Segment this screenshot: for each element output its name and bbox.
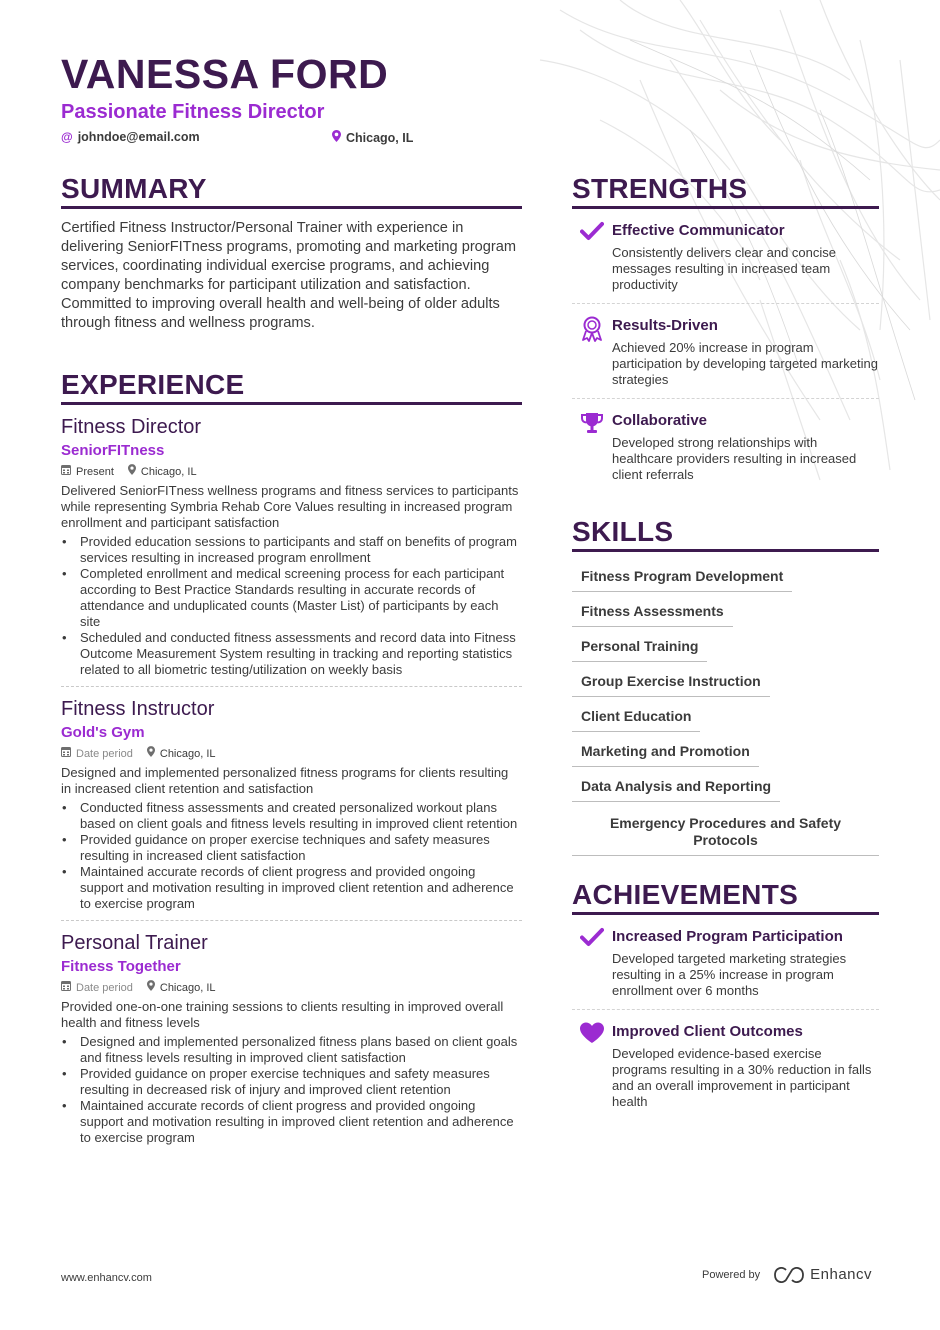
experience-section: [61, 368, 522, 1154]
footer-branding: [702, 1266, 872, 1283]
job-meta: [61, 980, 522, 996]
achievements-heading: ACHIEVEMENTS: [572, 878, 879, 915]
location-pin-icon: [128, 464, 136, 480]
job-bullet: • Designed and implemented personalized fitness plans based on client goals and fitness levels resulting in improved client satisfaction: [61, 1034, 522, 1066]
brand-name: Enhancv: [810, 1266, 872, 1283]
job-bullet: • Conducted fitness assessments and created personalized workout plans based on client goals and fitness levels resulting in improved client retention: [61, 800, 522, 832]
experience-heading: EXPERIENCE: [61, 368, 522, 405]
contact-location: [332, 130, 413, 145]
achievements-section: [572, 878, 879, 1120]
checkmark-icon: [572, 221, 612, 293]
job-location-text: Chicago, IL: [159, 982, 216, 994]
resume-header: [61, 50, 881, 148]
strength-item: [572, 411, 879, 493]
email-text: johndoe@email.com: [77, 130, 200, 144]
strength-title: Results-Driven: [612, 317, 718, 334]
strengths-heading: STRENGTHS: [572, 172, 879, 209]
strengths-list: [572, 221, 879, 493]
achievement-title: Increased Program Participation: [612, 928, 843, 945]
summary-heading: SUMMARY: [61, 172, 522, 209]
skill-tag: Personal Training: [572, 632, 707, 662]
strength-title: Collaborative: [612, 412, 708, 429]
job-description: Designed and implemented personalized fitness programs for clients resulting in increased client retention and satisfaction: [61, 765, 509, 796]
heart-icon: [572, 1022, 612, 1110]
job-company: SeniorFITness: [61, 442, 165, 459]
job-bullet: • Completed enrollment and medical screening process for each participant according to Best Practice Standards resulting in accurate records of attendance and unduplicated counts (Master List) of participants by each site: [61, 566, 522, 630]
job-entry: [61, 405, 522, 686]
calendar-icon: [61, 464, 71, 480]
achievement-description: Developed targeted marketing strategies resulting in a 25% increase in program enrollment over 6 months: [612, 951, 847, 998]
strength-item: [572, 221, 879, 304]
job-period: [61, 464, 114, 480]
skill-tag: Client Education: [572, 702, 700, 732]
job-entry: [61, 686, 522, 920]
job-location-text: Chicago, IL: [140, 466, 197, 478]
enhancv-logo[interactable]: [774, 1266, 872, 1283]
job-bullet: • Provided education sessions to participants and staff on benefits of program services resulting in increased program enrollment: [61, 534, 522, 566]
job-bullets: [61, 534, 522, 678]
strength-item: [572, 316, 879, 399]
job-meta: [61, 464, 522, 480]
job-title: Personal Trainer: [61, 932, 208, 954]
location-pin-icon: [147, 980, 155, 996]
at-sign-icon: @: [61, 130, 73, 144]
job-description: Provided one-on-one training sessions to clients resulting in improved overall health and fitness levels: [61, 999, 504, 1030]
job-bullet: • Provided guidance on proper exercise techniques and safety measures resulting in increased client satisfaction: [61, 832, 522, 864]
achievement-item: [572, 927, 879, 1010]
job-period: [61, 980, 133, 996]
strength-description: Developed strong relationships with healthcare providers resulting in increased client referrals: [612, 435, 857, 482]
job-location: [128, 464, 197, 480]
job-title: Fitness Director: [61, 416, 202, 438]
job-meta: [61, 746, 522, 762]
achievement-description: Developed evidence-based exercise programs resulting in a 30% reduction in falls and an overall improvement in participant health: [612, 1046, 872, 1109]
calendar-icon: [61, 746, 71, 762]
job-location-text: Chicago, IL: [159, 748, 216, 760]
candidate-name: VANESSA FORD: [61, 51, 389, 97]
job-bullet: • Provided guidance on proper exercise techniques and safety measures resulting in decreased risk of injury and improved client retention: [61, 1066, 522, 1098]
contact-info: [61, 130, 881, 148]
strength-description: Achieved 20% increase in program participation by developing targeted marketing strategies: [612, 340, 878, 387]
job-bullets: [61, 800, 522, 912]
candidate-title: Passionate Fitness Director: [61, 101, 325, 123]
job-bullet: • Scheduled and conducted fitness assessments and record data into Fitness Outcome Measurement System resulting in tracking and reporting statistics related to all biometric testing/utilization on weekly basis: [61, 630, 522, 678]
checkmark-icon: [572, 927, 612, 999]
job-title: Fitness Instructor: [61, 698, 215, 720]
skills-section: [572, 515, 879, 856]
skill-tag: Fitness Program Development: [572, 562, 792, 592]
job-entry: [61, 920, 522, 1154]
skill-tag: Marketing and Promotion: [572, 737, 759, 767]
skill-tag: Data Analysis and Reporting: [572, 772, 780, 802]
skill-tag: Emergency Procedures and Safety Protocols: [572, 807, 879, 856]
skill-tag: Group Exercise Instruction: [572, 667, 770, 697]
job-company: Gold's Gym: [61, 724, 145, 741]
job-location: [147, 746, 216, 762]
achievement-item: [572, 1022, 879, 1120]
location-pin-icon: [147, 746, 155, 762]
job-bullet: • Maintained accurate records of client progress and provided ongoing support and motivation resulting in improved client retention and adherence to exercise program: [61, 1098, 522, 1146]
job-period: [61, 746, 133, 762]
job-period-text: Present: [76, 466, 114, 478]
achievement-title: Improved Client Outcomes: [612, 1023, 803, 1040]
job-description: Delivered SeniorFITness wellness programs and fitness services to participants while representing Symbria Rehab Core Values resulting in increased program enrollment and participant satisfaction: [61, 483, 519, 530]
skills-heading: SKILLS: [572, 515, 879, 552]
left-column: [61, 172, 522, 1154]
calendar-icon: [61, 980, 71, 996]
job-bullet: • Maintained accurate records of client progress and provided ongoing support and motivation resulting in improved client retention and adherence to exercise program: [61, 864, 522, 912]
strength-description: Consistently delivers clear and concise messages resulting in increased team productivity: [612, 245, 836, 292]
location-text: Chicago, IL: [346, 130, 414, 145]
trophy-icon: [572, 411, 612, 483]
location-pin-icon: [332, 130, 341, 145]
skill-tag: Fitness Assessments: [572, 597, 733, 627]
achievements-list: [572, 927, 879, 1120]
right-column: [572, 172, 879, 1132]
job-location: [147, 980, 216, 996]
job-bullets: [61, 1034, 522, 1146]
strengths-section: [572, 172, 879, 493]
job-company: Fitness Together: [61, 958, 181, 975]
summary-text: Certified Fitness Instructor/Personal Trainer with experience in delivering SeniorFITness programs, promoting and marketing program services, coordinating individual exercise programs, and achieving company benchmarks for participant utilization and satisfaction. Committed to improving overall health and well-being of older adults through fitness and wellness programs.: [61, 220, 517, 331]
skills-list: [572, 562, 879, 856]
enhancv-logo-icon: [774, 1267, 804, 1283]
strength-title: Effective Communicator: [612, 222, 785, 239]
contact-email[interactable]: [61, 130, 200, 144]
job-period-text: Date period: [76, 748, 133, 760]
job-period-text: Date period: [76, 982, 133, 994]
award-ribbon-icon: [572, 316, 612, 388]
powered-by-label: Powered by: [702, 1268, 761, 1281]
summary-section: [61, 172, 522, 333]
footer-website[interactable]: www.enhancv.com: [61, 1272, 152, 1284]
